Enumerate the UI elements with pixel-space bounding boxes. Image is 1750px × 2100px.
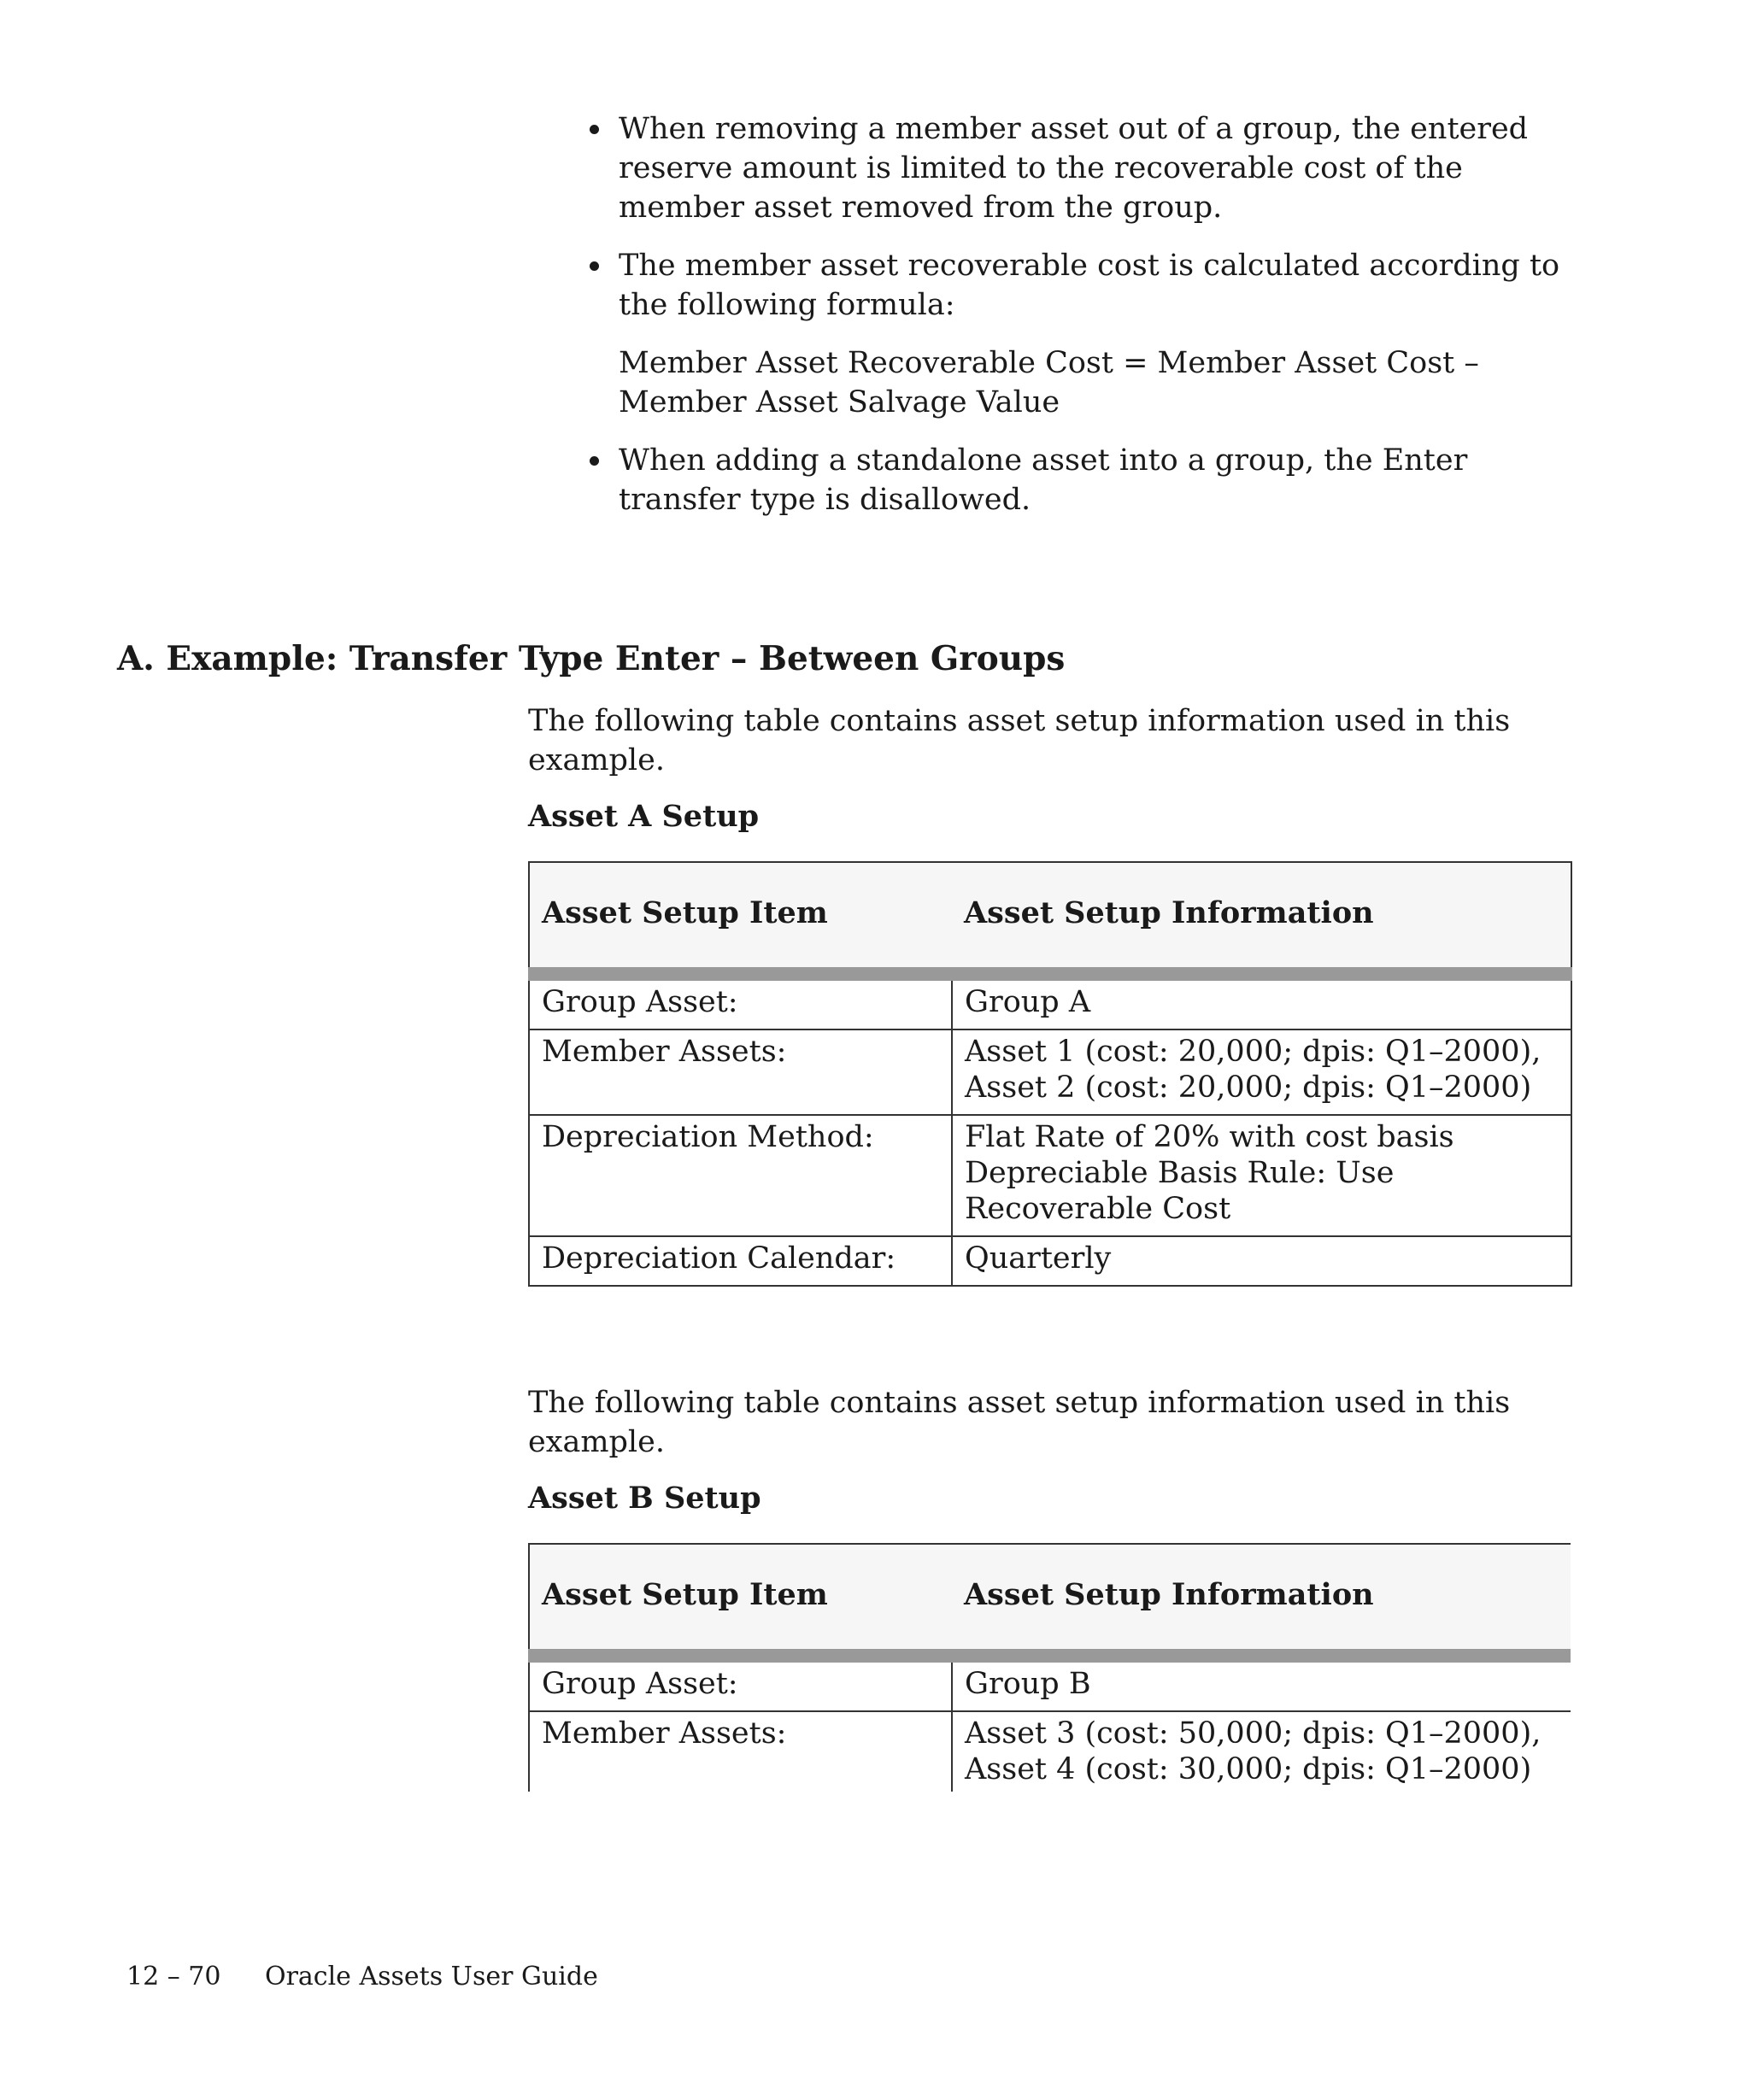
table-header-row (529, 862, 1571, 974)
setup-info-line: Asset 2 (cost: 20,000; dpis: Q1–2000) (965, 1071, 1532, 1105)
setup-info-line: Quarterly (965, 1241, 1112, 1276)
setup-info-line: Asset 4 (cost: 30,000; dpis: Q1–2000) (965, 1752, 1532, 1786)
bullet-dot-icon (590, 456, 599, 466)
table-header-row (529, 1544, 1571, 1656)
table-intro: The following table contains asset setup information used in this example. (528, 704, 1511, 777)
setup-info-line: Asset 3 (cost: 50,000; dpis: Q1–2000), (965, 1716, 1542, 1751)
setup-item-cell: Depreciation Calendar: (529, 1236, 952, 1286)
section-heading: A. Example: Transfer Type Enter – Between Groups (117, 639, 1066, 678)
bullet-item (581, 246, 1572, 422)
setup-info-line: Depreciable Basis Rule: Use Recoverable Cost (965, 1156, 1395, 1226)
table-caption: Asset A Setup (528, 799, 760, 834)
bullet-text: When adding a standalone asset into a group, the Enter transfer type is disallowed. (619, 443, 1468, 517)
column-header-info: Asset Setup Information (952, 862, 1571, 974)
page-footer (126, 1960, 598, 1994)
table-row (529, 1656, 1571, 1711)
table-row (529, 974, 1571, 1029)
bullet-dot-icon (590, 261, 599, 271)
table-row (529, 1029, 1571, 1115)
bullet-item (581, 109, 1572, 227)
setup-info-line: Flat Rate of 20% with cost basis (965, 1120, 1454, 1154)
bullet-text: When removing a member asset out of a group, the entered reserve amount is limited to the recoverable cost of the member asset removed from the group. (619, 112, 1529, 225)
table-caption: Asset B Setup (528, 1481, 761, 1516)
setup-info-cell (952, 1029, 1571, 1115)
table-row (529, 1115, 1571, 1236)
setup-info-cell (952, 1115, 1571, 1236)
column-header-item: Asset Setup Item (529, 862, 952, 974)
setup-info-line: Group B (965, 1667, 1091, 1701)
setup-info-cell (952, 1236, 1571, 1286)
setup-info-cell (952, 1711, 1571, 1792)
setup-info-line: Asset 1 (cost: 20,000; dpis: Q1–2000), (965, 1035, 1542, 1069)
bullet-item (581, 441, 1572, 519)
setup-info-line: Group A (965, 985, 1091, 1019)
setup-item-cell: Member Assets: (529, 1711, 952, 1792)
column-header-item: Asset Setup Item (529, 1544, 952, 1656)
bullet-list (581, 109, 1572, 538)
setup-item-cell: Group Asset: (529, 1656, 952, 1711)
column-header-info: Asset Setup Information (952, 1544, 1571, 1656)
book-title: Oracle Assets User Guide (264, 1962, 598, 1991)
page-number: 12 – 70 (126, 1962, 221, 1991)
setup-info-cell (952, 1656, 1571, 1711)
bullet-dot-icon (590, 125, 599, 134)
asset-a-section (528, 701, 1571, 1287)
bullet-text: The member asset recoverable cost is calculated according to the following formula: (619, 249, 1560, 322)
table-continues-clip (528, 1518, 1571, 1792)
asset-a-setup-table (528, 861, 1572, 1287)
setup-item-cell: Member Assets: (529, 1029, 952, 1115)
setup-item-cell: Depreciation Method: (529, 1115, 952, 1236)
table-row (529, 1711, 1571, 1792)
setup-info-cell (952, 974, 1571, 1029)
formula-text: Member Asset Recoverable Cost = Member Asset Cost – Member Asset Salvage Value (619, 346, 1479, 419)
asset-b-section (528, 1383, 1571, 1792)
setup-item-cell: Group Asset: (529, 974, 952, 1029)
table-intro: The following table contains asset setup information used in this example. (528, 1386, 1511, 1459)
asset-b-setup-table (528, 1543, 1571, 1792)
table-row (529, 1236, 1571, 1286)
